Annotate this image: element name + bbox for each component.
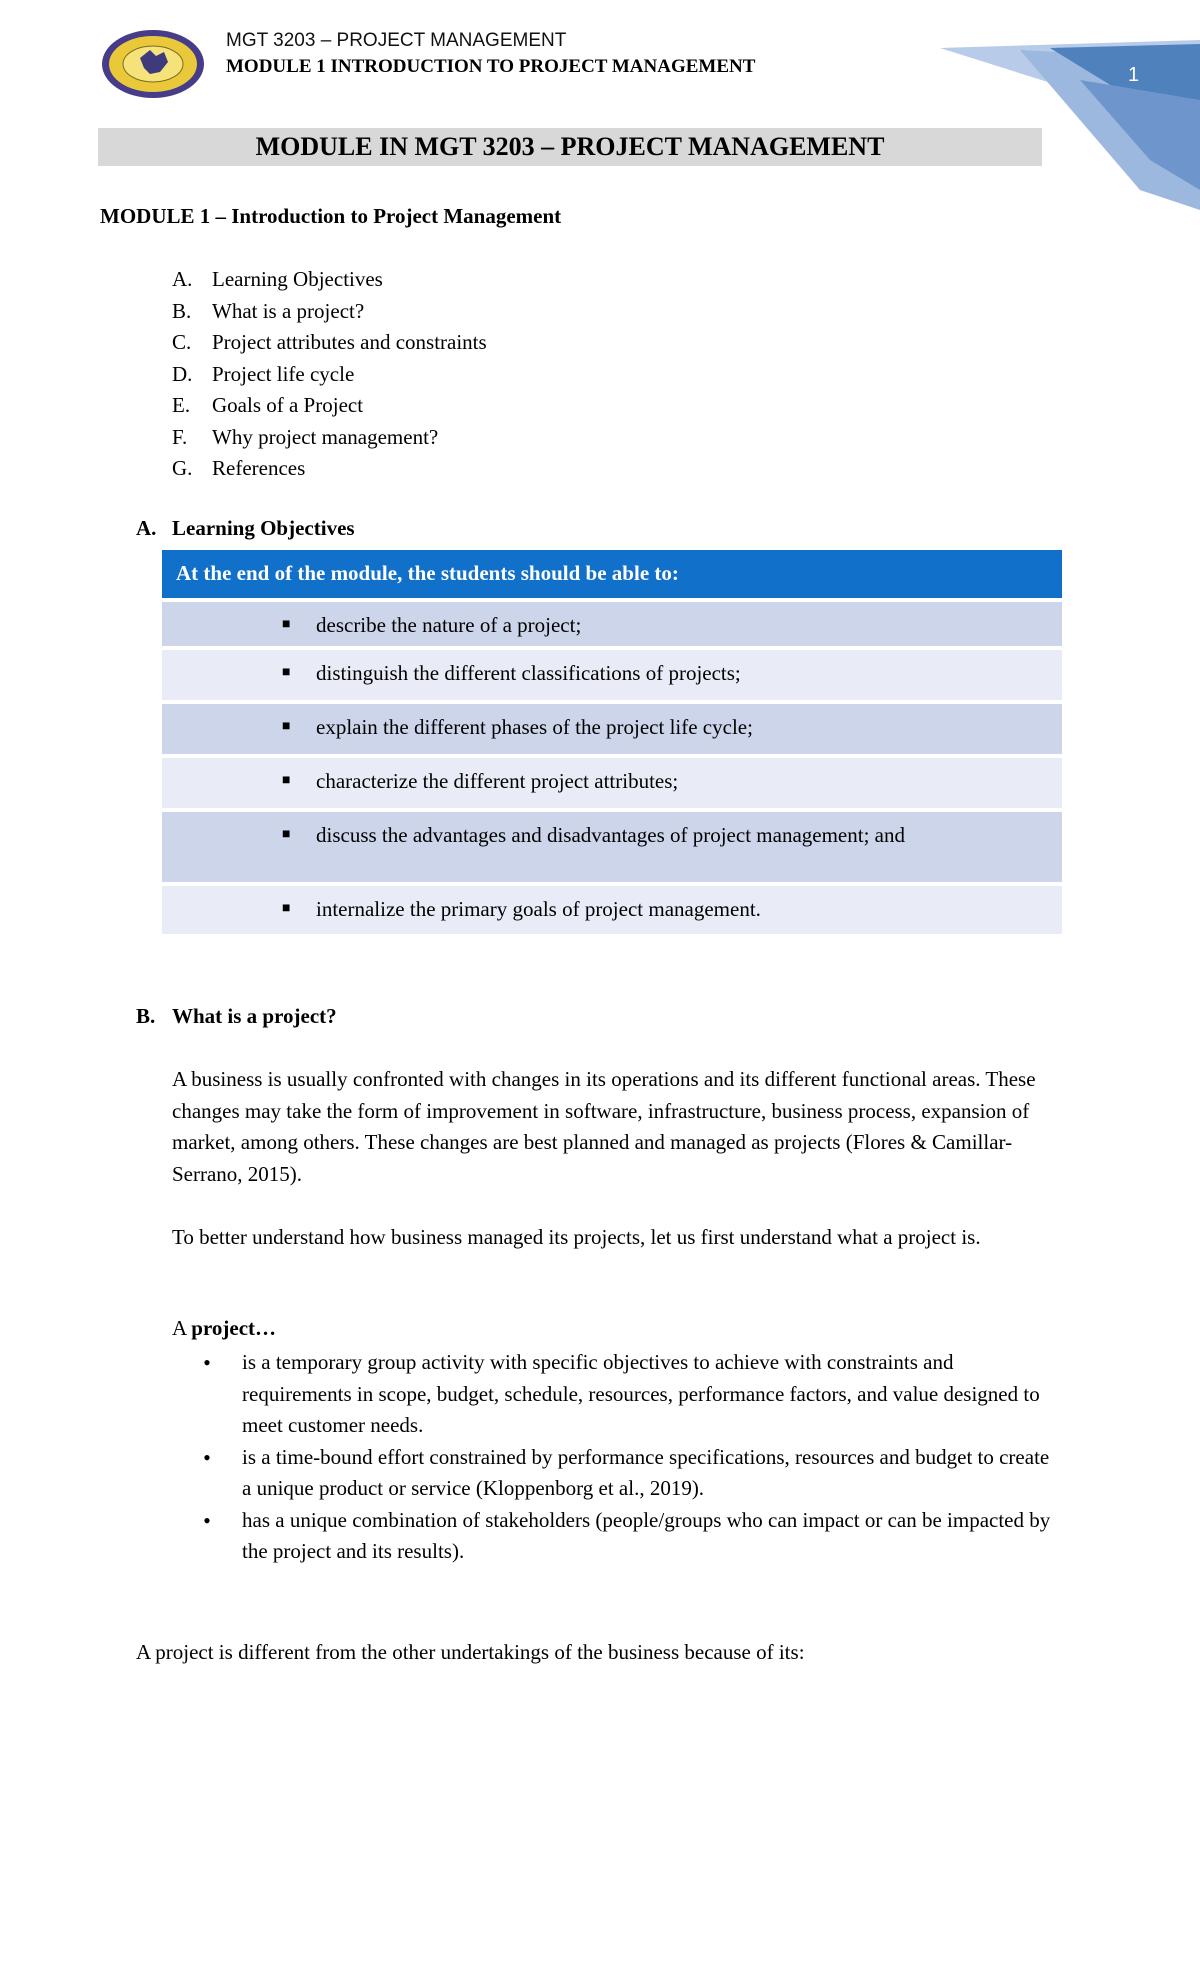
definition-text: is a time-bound effort constrained by performance specifications, resources and budget to create a unique product or service (Kloppenborg et al., 2019). — [242, 1444, 1050, 1500]
university-seal-logo — [100, 28, 206, 100]
objectives-table-header: At the end of the module, the students should be able to: — [162, 550, 1062, 598]
objective-row — [162, 602, 1062, 646]
square-bullet-icon: ■ — [282, 827, 291, 842]
round-bullet-icon: • — [203, 1507, 211, 1533]
toc-text: What is a project? — [212, 298, 365, 323]
toc-letter: C. — [172, 330, 192, 354]
closing-sentence: A project is different from the other undertakings of the business because of its: — [136, 1640, 805, 1664]
objective-row — [162, 812, 1062, 882]
square-bullet-icon: ■ — [282, 773, 291, 788]
header-module-title: MODULE 1 INTRODUCTION TO PROJECT MANAGEMENT — [226, 56, 756, 77]
toc-letter: F. — [172, 424, 188, 449]
round-bullet-icon: • — [203, 1444, 211, 1470]
square-bullet-icon: ■ — [282, 719, 291, 734]
section-b-heading — [136, 1004, 337, 1029]
table-of-contents — [172, 264, 487, 485]
section-b-title: What is a project? — [172, 1004, 337, 1028]
page-corner-decoration — [940, 40, 1200, 210]
a-project-bold: project… — [191, 1316, 277, 1340]
square-bullet-icon: ■ — [282, 665, 291, 680]
objective-text: internalize the primary goals of project management. — [316, 897, 761, 921]
header-course-title: MGT 3203 – PROJECT MANAGEMENT — [226, 30, 567, 51]
toc-item — [172, 296, 487, 328]
objective-row — [162, 650, 1062, 700]
toc-text: Learning Objectives — [212, 267, 383, 291]
module-heading: MODULE 1 – Introduction to Project Management — [100, 204, 562, 228]
section-a-title: Learning Objectives — [172, 516, 355, 540]
definition-text: has a unique combination of stakeholders (people/groups who can impact or can be impacted by the project and its results). — [242, 1507, 1051, 1563]
learning-objectives-table — [162, 550, 1062, 934]
objective-row — [162, 704, 1062, 754]
paragraph-understand-project: To better understand how business managed its projects, let us first understand what a project is. — [172, 1225, 981, 1249]
definition-text: is a temporary group activity with specific objectives to achieve with constraints and requirements in scope, budget, schedule, resources, performance factors, and value designed to meet customer needs. — [242, 1350, 1040, 1437]
paragraph-business-changes: A business is usually confronted with changes in its operations and its different functional areas. These changes may take the form of improvement in software, infrastructure, business process, expansion of market, among others. These changes are best planned and managed as projects (Flores & Camillar-Serrano, 2015). — [172, 1067, 1036, 1186]
definition-item — [172, 1442, 1052, 1505]
definition-item — [172, 1347, 1052, 1442]
toc-text: Why project management? — [212, 424, 439, 449]
toc-text: References — [212, 456, 306, 480]
toc-letter: G. — [172, 456, 193, 480]
objective-text: distinguish the different classifications of projects; — [316, 661, 741, 685]
toc-text: Project life cycle — [212, 361, 355, 386]
toc-item — [172, 327, 487, 359]
objective-text: discuss the advantages and disadvantages of project management; and — [316, 823, 905, 847]
objective-text: characterize the different project attributes; — [316, 769, 679, 793]
module-title-bar — [98, 128, 1042, 166]
toc-text: Project attributes and constraints — [212, 330, 487, 354]
section-b-letter: B. — [136, 1004, 156, 1028]
section-a-letter: A. — [136, 516, 157, 540]
a-project-lead — [172, 1316, 276, 1341]
project-definitions-list — [172, 1347, 1052, 1568]
toc-letter: D. — [172, 361, 193, 386]
a-project-prefix: A — [172, 1316, 192, 1340]
toc-text: Goals of a Project — [212, 393, 364, 417]
definition-item — [172, 1505, 1052, 1568]
square-bullet-icon: ■ — [282, 901, 291, 916]
round-bullet-icon: • — [203, 1350, 211, 1375]
toc-item — [172, 422, 487, 454]
objective-text: describe the nature of a project; — [316, 613, 582, 637]
toc-item — [172, 359, 487, 391]
toc-item — [172, 390, 487, 422]
objective-row — [162, 758, 1062, 808]
toc-letter: E. — [172, 393, 191, 417]
toc-item — [172, 264, 487, 296]
page-number: 1 — [1128, 64, 1140, 86]
section-a-heading — [136, 516, 355, 541]
toc-letter: B. — [172, 298, 192, 323]
toc-item — [172, 453, 487, 485]
objective-text: explain the different phases of the project life cycle; — [316, 715, 753, 739]
square-bullet-icon: ■ — [282, 617, 291, 632]
objective-row — [162, 886, 1062, 934]
module-title: MODULE IN MGT 3203 – PROJECT MANAGEMENT — [255, 132, 885, 161]
toc-letter: A. — [172, 267, 193, 291]
